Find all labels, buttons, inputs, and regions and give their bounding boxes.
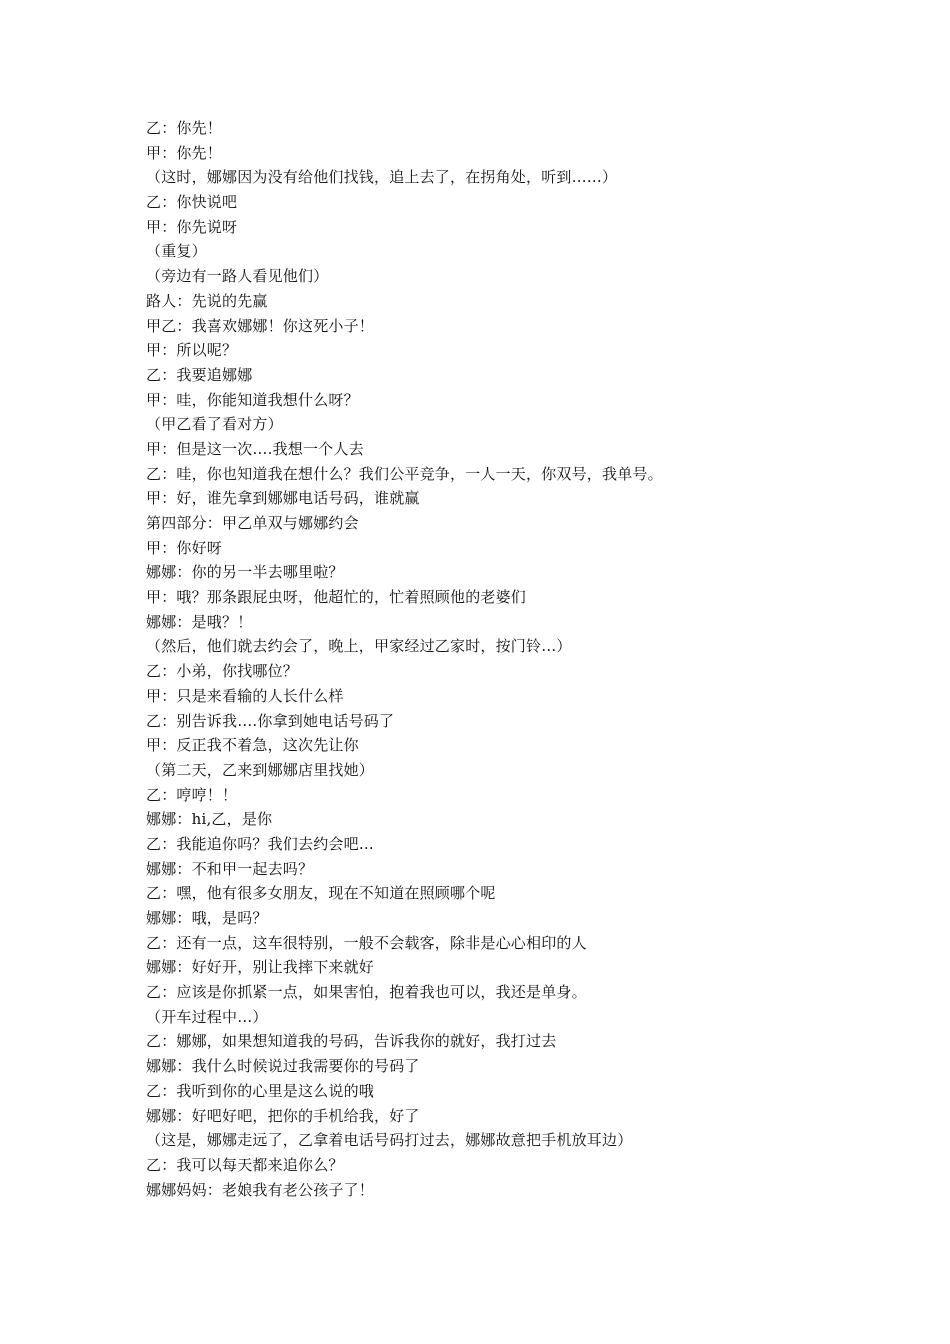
dialogue-line: 甲：哇，你能知道我想什么呀？ (146, 390, 359, 409)
dialogue-line: 甲：你先！ (146, 143, 223, 162)
dialogue-line: 乙：别告诉我….你拿到她电话号码了 (146, 711, 395, 730)
dialogue-line: 娜娜妈妈：老娘我有老公孩子了！ (146, 1180, 375, 1199)
dialogue-line: 甲：反正我不着急，这次先让你 (146, 736, 359, 755)
dialogue-line: 娜娜：是哦？！ (146, 612, 253, 631)
dialogue-line: 乙：小弟，你找哪位？ (146, 662, 299, 681)
dialogue-line: 第四部分：甲乙单双与娜娜约会 (146, 514, 359, 532)
dialogue-line: 乙：哼哼！！ (146, 785, 238, 804)
dialogue-line: 甲：但是这一次….我想一个人去 (146, 439, 364, 458)
dialogue-line: （重复） (146, 242, 207, 261)
dialogue-line: 甲：只是来看输的人长什么样 (146, 686, 344, 705)
dialogue-line: 乙：我能追你吗？我们去约会吧… (146, 834, 375, 853)
dialogue-line: （第二天，乙来到娜娜店里找她） (146, 760, 375, 779)
dialogue-line: 乙：哇，你也知道我在想什么？我们公平竞争，一人一天，你双号，我单号。 (146, 464, 663, 483)
dialogue-line: 乙：你先！ (146, 119, 223, 137)
dialogue-line: 乙：我可以每天都来追你么？ (146, 1155, 344, 1174)
dialogue-line: 娜娜：我什么时候说过我需要你的号码了 (146, 1057, 420, 1076)
dialogue-line: 娜娜：hi,乙，是你 (146, 810, 273, 829)
dialogue-line: 乙：我听到你的心里是这么说的哦 (146, 1081, 375, 1100)
dialogue-line: 甲：哦？那条跟屁虫呀，他超忙的，忙着照顾他的老婆们 (146, 588, 527, 607)
dialogue-text-block (146, 116, 846, 1202)
dialogue-line: 乙：还有一点，这车很特别，一般不会载客，除非是心心相印的人 (146, 933, 587, 952)
dialogue-line: 娜娜：不和甲一起去吗？ (146, 859, 314, 878)
dialogue-line: 乙：娜娜，如果想知道我的号码，告诉我你的就好，我打过去 (146, 1032, 557, 1051)
dialogue-line: （这是，娜娜走远了，乙拿着电话号码打过去，娜娜故意把手机放耳边） (146, 1131, 633, 1150)
dialogue-line: 娜娜：好好开，别让我摔下来就好 (146, 958, 375, 977)
dialogue-line: 乙：我要追娜娜 (146, 365, 253, 384)
dialogue-line: 娜娜：你的另一半去哪里啦？ (146, 563, 344, 582)
dialogue-line: 甲：所以呢？ (146, 341, 238, 360)
dialogue-line: （甲乙看了看对方） (146, 415, 283, 434)
dialogue-line: 甲：好，谁先拿到娜娜电话号码，谁就赢 (146, 489, 420, 508)
dialogue-line: 乙：应该是你抓紧一点，如果害怕，抱着我也可以，我还是单身。 (146, 983, 587, 1002)
dialogue-line: 甲乙：我喜欢娜娜！你这死小子！ (146, 316, 375, 335)
dialogue-line: 娜娜：好吧好吧，把你的手机给我，好了 (146, 1106, 420, 1125)
dialogue-line: 娜娜：哦，是吗？ (146, 909, 268, 927)
dialogue-line: （开车过程中…） (146, 1007, 268, 1026)
dialogue-line: （然后，他们就去约会了，晚上，甲家经过乙家时，按门铃…） (146, 637, 572, 656)
dialogue-line: （这时，娜娜因为没有给他们找钱，追上去了，在拐角处，听到……） (146, 168, 618, 187)
dialogue-line: （旁边有一路人看见他们） (146, 267, 329, 286)
dialogue-line: 甲：你先说呀 (146, 217, 238, 236)
dialogue-line: 乙：嘿，他有很多女朋友，现在不知道在照顾哪个呢 (146, 884, 496, 903)
dialogue-line: 路人：先说的先赢 (146, 291, 268, 310)
dialogue-line: 乙：你快说吧 (146, 193, 238, 212)
dialogue-line: 甲：你好呀 (146, 538, 223, 557)
